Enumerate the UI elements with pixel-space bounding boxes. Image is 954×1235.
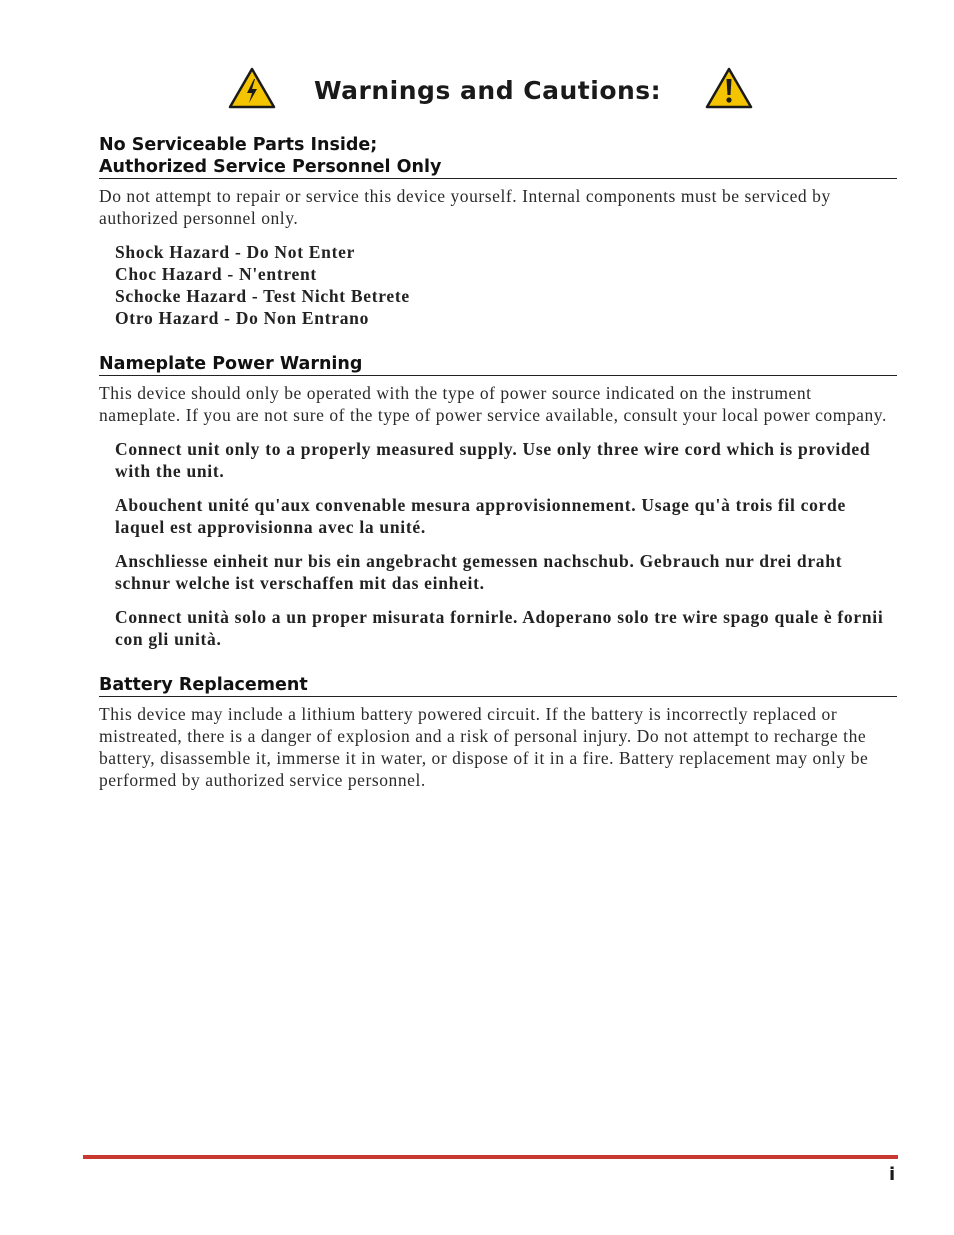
hazard-line: Schocke Hazard - Test Nicht Betrete <box>115 286 410 306</box>
page-number: i <box>889 1164 896 1185</box>
section-heading-battery: Battery Replacement <box>99 674 897 697</box>
section-heading-service <box>99 134 897 179</box>
exclamation-warning-icon <box>704 66 754 110</box>
hazard-line: Otro Hazard - Do Non Entrano <box>115 308 370 328</box>
page-title: Warnings and Cautions: <box>314 76 662 105</box>
section-heading-nameplate: Nameplate Power Warning <box>99 353 897 376</box>
nameplate-body-text: This device should only be operated with the type of power source indicated on the instrument nameplate. If you are not sure of the type of power service available, consult your local power company. <box>99 383 887 425</box>
power-notice-english: Connect unit only to a properly measured supply. Use only three wire cord which is provided with the unit. <box>115 439 871 481</box>
battery-body-text: This device may include a lithium battery powered circuit. If the battery is incorrectly replaced or mistreated, there is a danger of explosion and a risk of personal injury. Do not attempt to recharge the battery, disassemble it, immerse it in water, or dispose of it in a fire. Battery replacement may only be performed by authorized service personnel. <box>99 704 869 790</box>
hazard-list <box>115 241 897 329</box>
electrical-hazard-icon <box>227 66 277 110</box>
power-notice-german: Anschliesse einheit nur bis ein angebracht gemessen nachschub. Gebrauch nur drei draht schnur welche ist verschaffen mit das einheit. <box>115 551 843 593</box>
hazard-line: Shock Hazard - Do Not Enter <box>115 242 356 262</box>
power-notice-italian: Connect unità solo a un proper misurata fornirle. Adoperano solo tre wire spago quale è fornii con gli unità. <box>115 607 884 649</box>
document-body <box>99 134 897 791</box>
section-heading-line: Authorized Service Personnel Only <box>99 157 442 177</box>
power-notice-french: Abouchent unité qu'aux convenable mesura approvisionnement. Usage qu'à trois fil corde laquel est approvisionna avec la unité. <box>115 495 846 537</box>
nameplate-warning-section <box>99 353 897 650</box>
service-warning-section <box>99 134 897 329</box>
battery-warning-section <box>99 674 897 791</box>
section-heading-line: No Serviceable Parts Inside; <box>99 135 378 155</box>
service-body-text: Do not attempt to repair or service this device yourself. Internal components must be serviced by authorized personnel only. <box>99 186 831 228</box>
footer-rule <box>83 1155 898 1159</box>
hazard-line: Choc Hazard - N'entrent <box>115 264 317 284</box>
page-header <box>0 66 954 112</box>
